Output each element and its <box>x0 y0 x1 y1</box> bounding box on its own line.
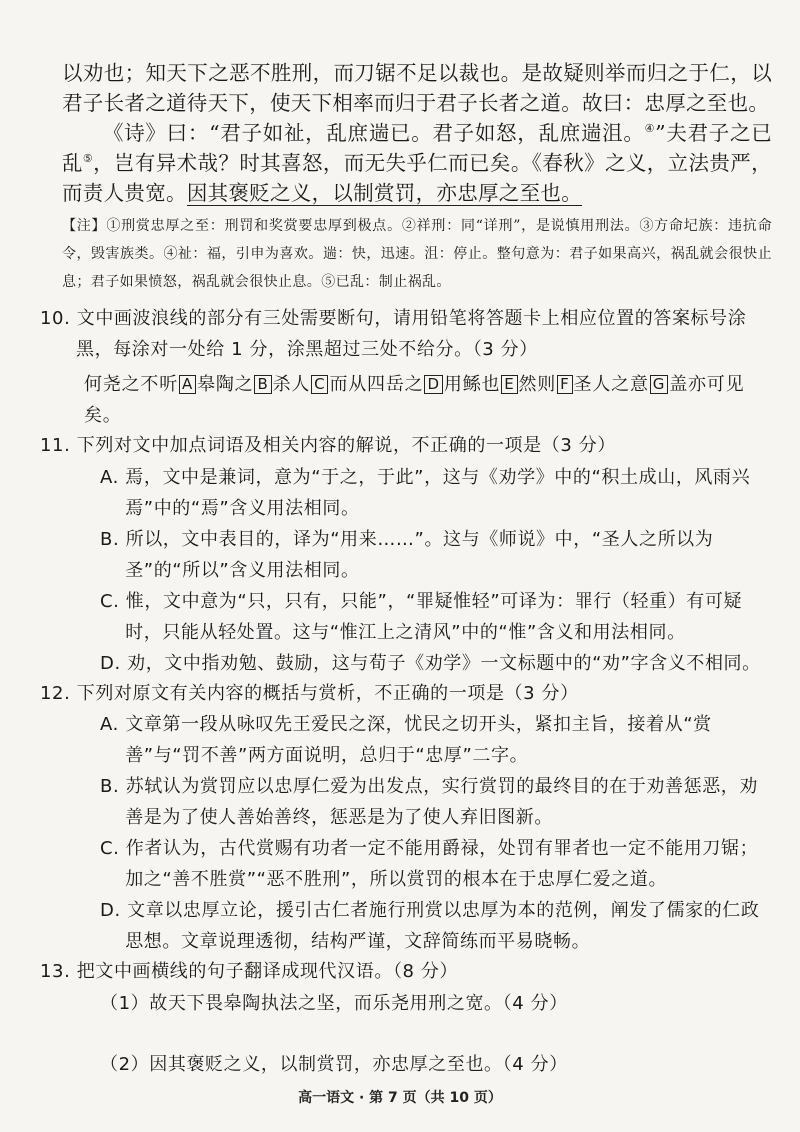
question-12-option-b: B. 苏轼认为赏罚应以忠厚仁爱为出发点，实行赏罚的最终目的在于劝善惩恶，劝善是为了使人善始善终，惩恶是为了使人弃旧图新。 <box>100 776 758 828</box>
passage-paragraph-1: 以劝也；知天下之恶不胜刑，而刀锯不足以裁也。是故疑则举而归之于仁，以君子长者之道待天下，使天下相率而归于君子长者之道。故曰：忠厚之至也。 <box>62 61 772 115</box>
answer-mark-box: B <box>254 375 271 394</box>
question-11-option-a: A. 焉，文中是兼词，意为“于之，于此”，这与《劝学》中的“积土成山，风雨兴焉”中的“焉”含义用法相同。 <box>100 466 751 519</box>
sentence-segment: 皋陶之 <box>197 374 254 395</box>
answer-mark-box: E <box>501 375 517 394</box>
underlined-sentence: 因其褒贬之义，以制赏罚，亦忠厚之至也。 <box>186 181 583 205</box>
question-11-option-b: B. 所以，文中表目的，译为“用来……”。这与《师说》中，“圣人之所以为圣”的“所以”含义用法相同。 <box>100 528 714 581</box>
answer-mark-box: G <box>650 375 668 394</box>
question-11-stem: 11. 下列对文中加点词语及相关内容的解说，不正确的一项是（3 分） <box>40 435 616 456</box>
sentence-segment: 然则 <box>518 374 557 395</box>
sentence-segment: 杀人 <box>272 374 311 395</box>
punctuation-sentence <box>84 369 772 431</box>
question-12 <box>40 679 772 958</box>
question-10-stem: 10. 文中画波浪线的部分有三处需要断句，请用铅笔将答题卡上相应位置的答案标号涂黑，每涂对一处给 1 分，涂黑超过三处不给分。（3 分） <box>40 308 747 360</box>
question-11-option-c: C. 惟，文中意为“只，只有，只能”，“罪疑惟轻”可译为：罪行（轻重）有可疑时，只能从轻处置。这与“惟江上之清风”中的“惟”含义和用法相同。 <box>100 590 743 643</box>
answer-mark-box: C <box>311 375 328 394</box>
footnote-marker: ④ <box>644 122 656 136</box>
question-11 <box>40 431 772 679</box>
answer-mark-box: D <box>424 375 442 394</box>
answer-space <box>62 1019 772 1049</box>
footnote-marker: ⑤ <box>82 152 94 166</box>
question-13-stem: 13. 把文中画横线的句子翻译成现代汉语。（8 分） <box>40 961 459 982</box>
sentence-segment: 圣人之意 <box>573 374 649 395</box>
sentence-segment: 盖亦可见矣。 <box>84 374 745 426</box>
answer-mark-box: F <box>557 375 572 394</box>
translation-item-1: （1）故天下畏皋陶执法之坚，而乐尧用刑之宽。（4 分） <box>100 992 568 1014</box>
question-12-option-d: D. 文章以忠厚立论，援引古仁者施行刑赏以忠厚为本的范例，阐发了儒家的仁政思想。文章说理透彻，结构严谨，文辞简练而平易晓畅。 <box>100 900 760 952</box>
sentence-segment: 而从四岳之 <box>329 374 424 395</box>
question-12-option-a: A. 文章第一段从咏叹先王爱民之深，忧民之切开头，紧扣主旨，接着从“赏善”与“罚不善”两方面说明，总归于“忠厚”二字。 <box>100 714 712 766</box>
classical-passage <box>62 58 772 208</box>
question-10 <box>40 304 772 431</box>
question-11-option-d: D. 劝，文中指劝勉、鼓励，这与荀子《劝学》一文标题中的“劝”字含义不相同。 <box>100 652 761 674</box>
page-footer: 高一语文 · 第 7 页（共 10 页） <box>298 1090 502 1106</box>
passage-text: 《诗》曰：“君子如祉，乱庶遄已。君子如怒，乱庶遄沮。 <box>103 121 645 145</box>
sentence-segment: 用鲧也 <box>443 374 501 395</box>
passage-paragraph-2 <box>62 118 772 208</box>
question-12-stem: 12. 下列对原文有关内容的概括与赏析，不正确的一项是（3 分） <box>40 682 579 704</box>
passage-text: ”夫君子之已乱 <box>62 121 772 175</box>
question-12-option-c: C. 作者认为，古代赏赐有功者一定不能用爵禄，处罚有罪者也一定不能用刀锯；加之“善不胜赏”“恶不胜刑”，所以赏罚的根本在于忠厚仁爱之道。 <box>100 838 759 890</box>
passage-text: ，岂有异术哉？时其喜怒，而无失乎仁而已矣。《春秋》之义，立法贵严，而责人贵宽。 <box>62 151 772 205</box>
answer-mark-box: A <box>179 375 196 394</box>
annotation-note: 【注】①刑赏忠厚之至：刑罚和奖赏要忠厚到极点。②祥刑：同“详刑”，是说慎用刑法。③方命圮族：违抗命令，毁害族类。④祉：福，引申为喜欢。遄：快，迅速。沮：停止。整句意为：君子如果高兴，祸乱就会很快止息；君子如果愤怒，祸乱就会很快止息。⑤已乱：制止祸乱。 <box>62 218 772 290</box>
sentence-segment: 何尧之不听 <box>84 374 178 395</box>
translation-item-2: （2）因其褒贬之义，以制赏罚，亦忠厚之至也。（4 分） <box>100 1053 568 1075</box>
question-13 <box>40 957 772 1080</box>
